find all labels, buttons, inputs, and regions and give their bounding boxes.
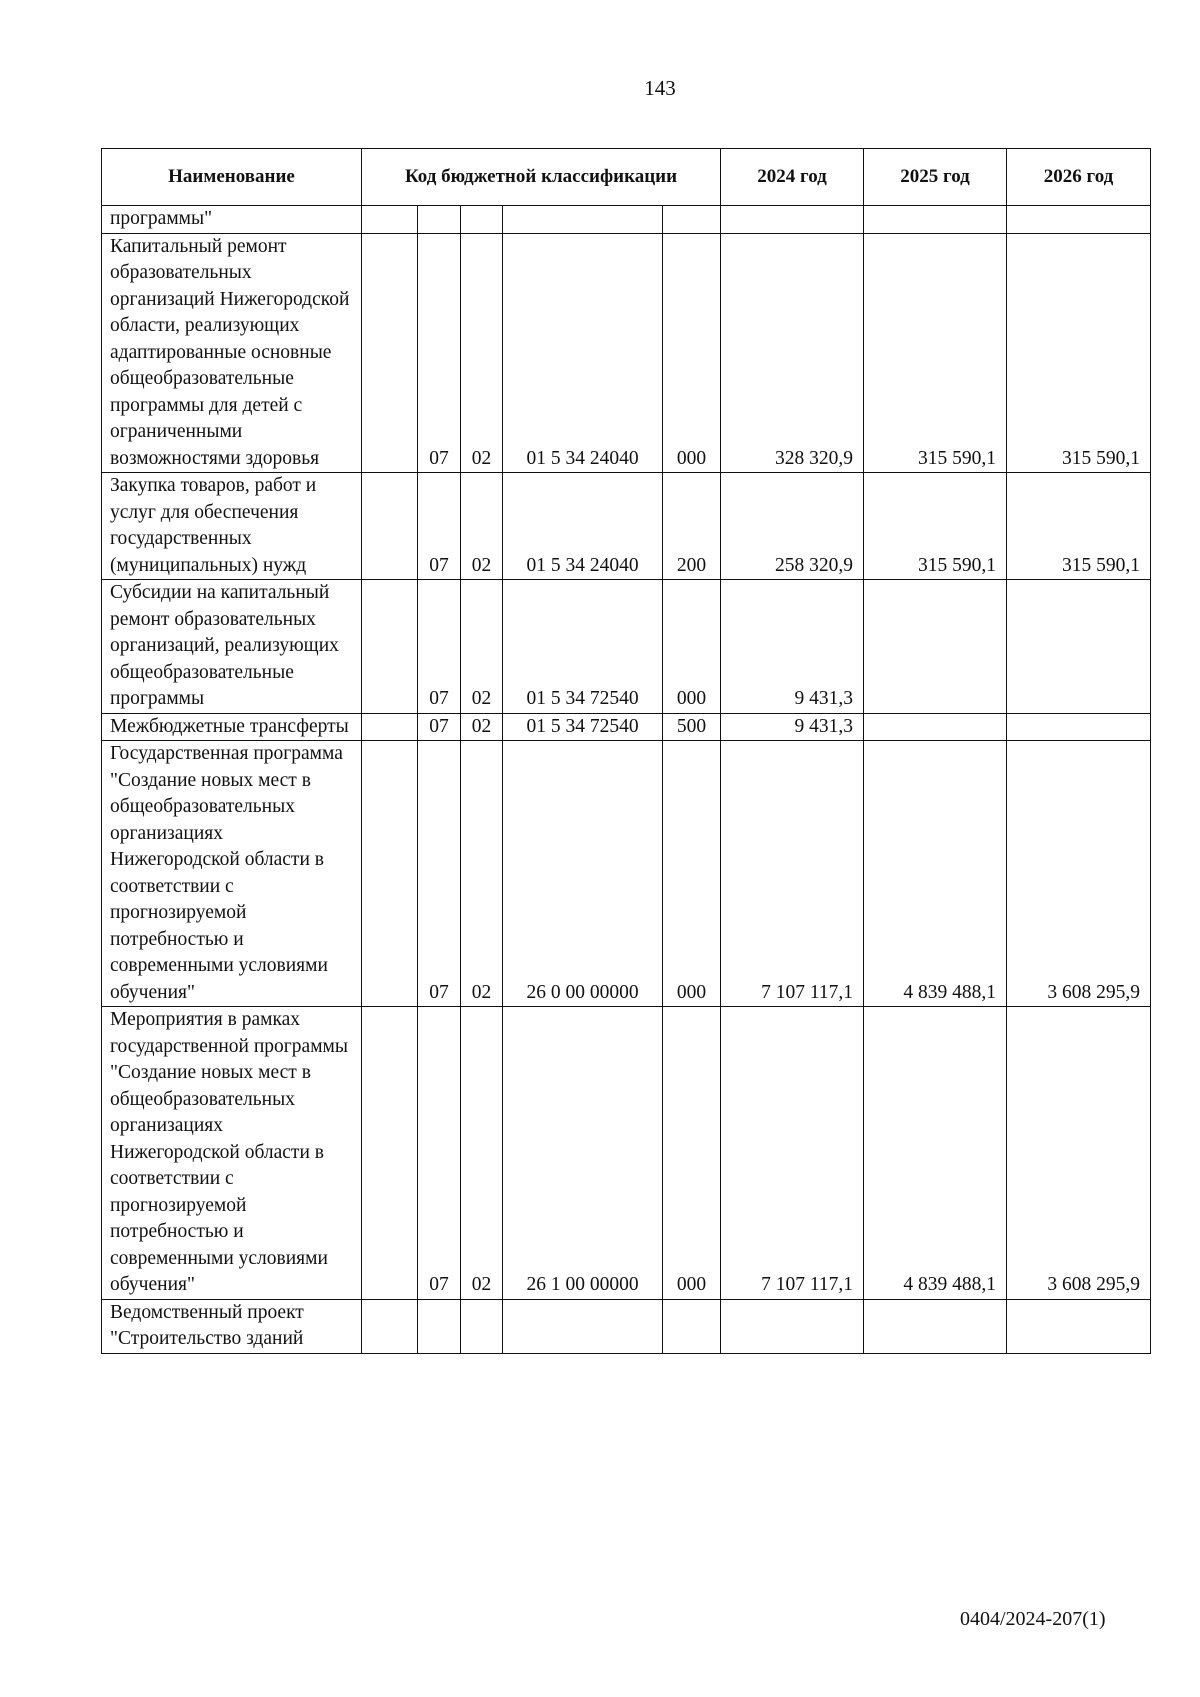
row-code-section: 07 xyxy=(418,713,461,741)
header-2024: 2024 год xyxy=(721,149,864,206)
row-code-subsection: 02 xyxy=(461,713,503,741)
row-amount-2026 xyxy=(1007,1299,1151,1353)
row-code-ed xyxy=(362,1007,418,1300)
row-name: Ведомственный проект "Строительство зданий xyxy=(102,1299,362,1353)
table-row xyxy=(102,233,1151,473)
row-code-section: 07 xyxy=(418,473,461,580)
table-row xyxy=(102,1007,1151,1300)
page-number: 143 xyxy=(644,76,676,100)
row-amount-2025 xyxy=(864,206,1007,234)
row-name: Мероприятия в рамках государственной программы "Создание новых мест в общеобразовательных организациях Нижегородской области в соответствии с прогнозируемой потребностью и современными условиями обучения" xyxy=(102,1007,362,1300)
row-amount-2024: 7 107 117,1 xyxy=(721,741,864,1007)
row-code-ed xyxy=(362,713,418,741)
row-code-ed xyxy=(362,206,418,234)
row-code-subsection: 02 xyxy=(461,580,503,714)
row-code-target xyxy=(503,206,663,234)
row-code-target: 01 5 34 72540 xyxy=(503,580,663,714)
row-code-ed xyxy=(362,233,418,473)
table-row xyxy=(102,741,1151,1007)
row-amount-2024: 9 431,3 xyxy=(721,580,864,714)
row-name: программы" xyxy=(102,206,362,234)
row-code-section: 07 xyxy=(418,580,461,714)
row-code-expense-type xyxy=(663,1299,721,1353)
row-amount-2026 xyxy=(1007,713,1151,741)
row-code-expense-type: 000 xyxy=(663,580,721,714)
row-amount-2026: 315 590,1 xyxy=(1007,233,1151,473)
row-code-section xyxy=(418,1299,461,1353)
row-code-target: 26 0 00 00000 xyxy=(503,741,663,1007)
table-row xyxy=(102,580,1151,714)
row-code-subsection: 02 xyxy=(461,473,503,580)
row-amount-2024 xyxy=(721,1299,864,1353)
row-amount-2026: 3 608 295,9 xyxy=(1007,1007,1151,1300)
row-code-expense-type: 000 xyxy=(663,741,721,1007)
table-row xyxy=(102,473,1151,580)
table-header-row xyxy=(102,149,1151,206)
row-amount-2024 xyxy=(721,206,864,234)
row-amount-2024: 328 320,9 xyxy=(721,233,864,473)
row-code-ed xyxy=(362,741,418,1007)
row-code-subsection xyxy=(461,1299,503,1353)
row-amount-2026: 315 590,1 xyxy=(1007,473,1151,580)
row-code-subsection: 02 xyxy=(461,1007,503,1300)
row-name: Закупка товаров, работ и услуг для обеспечения государственных (муниципальных) нужд xyxy=(102,473,362,580)
row-amount-2025: 315 590,1 xyxy=(864,233,1007,473)
row-amount-2025 xyxy=(864,580,1007,714)
row-amount-2026 xyxy=(1007,206,1151,234)
row-amount-2025 xyxy=(864,1299,1007,1353)
row-amount-2024: 7 107 117,1 xyxy=(721,1007,864,1300)
row-code-target xyxy=(503,1299,663,1353)
row-code-section: 07 xyxy=(418,1007,461,1300)
header-name: Наименование xyxy=(102,149,362,206)
row-amount-2024: 9 431,3 xyxy=(721,713,864,741)
row-code-expense-type: 200 xyxy=(663,473,721,580)
document-code: 0404/2024-207(1) xyxy=(960,1608,1106,1630)
row-amount-2026: 3 608 295,9 xyxy=(1007,741,1151,1007)
budget-table xyxy=(101,148,1151,1354)
row-name: Государственная программа "Создание новых мест в общеобразовательных организациях Нижегородской области в соответствии с прогнозируемой потребностью и современными условиями обучения" xyxy=(102,741,362,1007)
row-code-subsection xyxy=(461,206,503,234)
row-amount-2024: 258 320,9 xyxy=(721,473,864,580)
header-2026: 2026 год xyxy=(1007,149,1151,206)
row-code-section xyxy=(418,206,461,234)
row-code-target: 01 5 34 72540 xyxy=(503,713,663,741)
row-name: Капитальный ремонт образовательных организаций Нижегородской области, реализующих адаптированные основные общеобразовательные программы для детей с ограниченными возможностями здоровья xyxy=(102,233,362,473)
row-code-target: 26 1 00 00000 xyxy=(503,1007,663,1300)
table-row xyxy=(102,206,1151,234)
row-code-subsection: 02 xyxy=(461,233,503,473)
row-amount-2025: 315 590,1 xyxy=(864,473,1007,580)
table-body xyxy=(102,206,1151,1354)
row-code-ed xyxy=(362,473,418,580)
row-code-section: 07 xyxy=(418,741,461,1007)
header-2025: 2025 год xyxy=(864,149,1007,206)
table-row xyxy=(102,713,1151,741)
header-code: Код бюджетной классификации xyxy=(362,149,721,206)
table-row xyxy=(102,1299,1151,1353)
row-amount-2025: 4 839 488,1 xyxy=(864,741,1007,1007)
row-code-target: 01 5 34 24040 xyxy=(503,233,663,473)
row-amount-2026 xyxy=(1007,580,1151,714)
row-code-target: 01 5 34 24040 xyxy=(503,473,663,580)
row-code-expense-type: 500 xyxy=(663,713,721,741)
row-name: Субсидии на капитальный ремонт образовательных организаций, реализующих общеобразовательные программы xyxy=(102,580,362,714)
row-code-ed xyxy=(362,580,418,714)
row-code-section: 07 xyxy=(418,233,461,473)
row-code-expense-type: 000 xyxy=(663,1007,721,1300)
row-code-subsection: 02 xyxy=(461,741,503,1007)
row-code-expense-type: 000 xyxy=(663,233,721,473)
row-name: Межбюджетные трансферты xyxy=(102,713,362,741)
row-amount-2025: 4 839 488,1 xyxy=(864,1007,1007,1300)
row-code-ed xyxy=(362,1299,418,1353)
row-amount-2025 xyxy=(864,713,1007,741)
row-code-expense-type xyxy=(663,206,721,234)
